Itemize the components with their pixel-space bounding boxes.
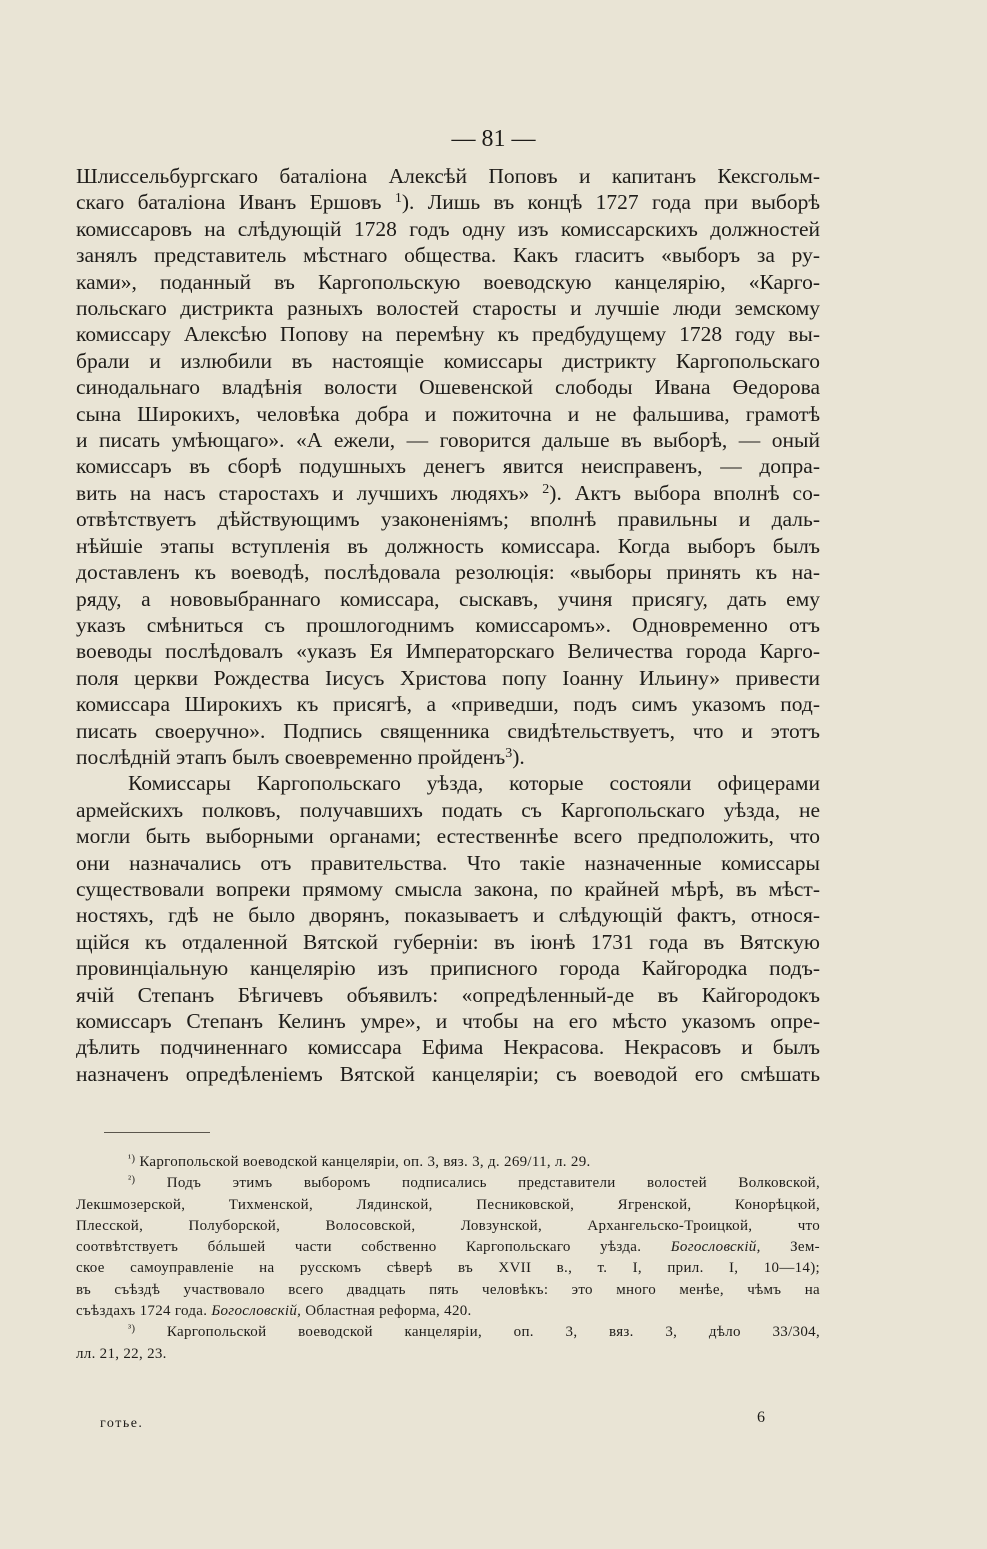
footnote-mark: ¹) <box>128 1153 136 1165</box>
text-line: занялъ представитель мѣстнаго общества. Какъ гласитъ «выборъ за ру- <box>76 243 820 268</box>
text-line: отвѣтствуетъ дѣйствующимъ узаконеніямъ; вполнѣ правильны и даль- <box>76 507 820 532</box>
main-text <box>76 163 820 1087</box>
text-line: указъ смѣниться съ прошлогоднимъ комиссаромъ». Одновременно отъ <box>76 612 820 637</box>
text-fragment: ). Лишь въ концѣ 1727 года при выборѣ <box>401 190 821 215</box>
footnote-mark: ³) <box>128 1323 136 1335</box>
footnote-ref: 3 <box>505 745 513 761</box>
text-line: комиссаръ въ сборѣ подушныхъ денегъ явится неисправенъ, — допра- <box>76 454 820 479</box>
text-line: назначенъ опредѣленіемъ Вятской канцеляріи; съ воеводой его смѣшать <box>76 1061 820 1086</box>
footnote-ref: 2 <box>542 481 550 497</box>
text-line: доставленъ къ воеводѣ, послѣдовала резолюція: «выборы принять къ на- <box>76 560 820 585</box>
footnote-text: Каргопольской воеводской канцеляріи, оп. 3, вяз. 3, дѣло 33/304, <box>166 1324 820 1341</box>
text-line: ряду, а нововыбраннаго комиссара, сыскавъ, учиня присягу, дать ему <box>76 586 820 611</box>
footnote-line <box>76 1237 820 1258</box>
footnote-line: Плесской, Полуборской, Волосовской, Ловзунской, Архангельско-Троицкой, что <box>76 1217 820 1234</box>
text-line: синодальнаго владѣнія волости Ошевенской слободы Ивана Өедорова <box>76 375 820 400</box>
text-line: ностяхъ, гдѣ не было дворянъ, показываетъ и слѣдующій фактъ, относя- <box>76 903 820 928</box>
text-line: щійся къ отдаленной Вятской губерніи: въ іюнѣ 1731 года въ Вятскую <box>76 929 820 954</box>
page-number: — 81 — <box>451 126 536 152</box>
text-line: комиссару Алексѣю Попову на перемѣну къ предбудущему 1728 году вы- <box>76 322 820 347</box>
author-name: Богословскій, <box>211 1303 302 1320</box>
text-fragment: скаго баталіона Иванъ Ершовъ <box>76 190 382 215</box>
text-line: нѣйшіе этапы вступленія въ должность комиссара. Когда выборъ былъ <box>76 533 820 558</box>
text-line <box>76 480 820 506</box>
footnote-text: съѣздахъ 1724 года. <box>76 1303 208 1320</box>
text-line <box>76 189 820 215</box>
text-line: комиссаровъ на слѣдующій 1728 годъ одну изъ комиссарскихъ должностей <box>76 216 820 241</box>
text-line: поля церкви Рождества Іисусъ Христова попу Іоанну Ильину» привести <box>76 665 820 690</box>
text-fragment: послѣдній этапъ былъ своевременно пройденъ <box>76 744 506 769</box>
footnote-3 <box>76 1322 820 1343</box>
footnote-line: Лекшмозерской, Тихменской, Лядинской, Песниковской, Ягренской, Конорѣцкой, <box>76 1196 820 1213</box>
text-fragment: ). <box>512 744 525 769</box>
footnotes <box>76 1152 820 1365</box>
text-line: Комиссары Каргопольскаго уѣзда, которые состояли офицерами <box>128 771 820 796</box>
footnote-divider <box>104 1132 210 1133</box>
text-line: армейскихъ полковъ, получавшихъ подать съ Каргопольскаго уѣзда, не <box>76 797 820 822</box>
text-line: сына Широкихъ, человѣка добра и пожиточна и не фальшива, грамотѣ <box>76 401 820 426</box>
text-line: комиссара Широкихъ къ присягѣ, а «приведши, подъ симъ указомъ под- <box>76 692 820 717</box>
text-line: польскаго дистрикта разныхъ волостей старосты и лучшіе люди земскому <box>76 296 820 321</box>
text-line <box>76 744 820 770</box>
footnote-line: въ съѣздѣ участвовало всего двадцать пять человѣкъ: это много менѣе, чѣмъ на <box>76 1281 820 1298</box>
text-line: провинціальную канцелярію изъ приписного города Кайгородка подъ- <box>76 956 820 981</box>
footnote-1 <box>76 1152 820 1173</box>
footnote-text: Зем- <box>790 1239 820 1256</box>
text-line: и писать умѣющаго». «А ежели, — говорится дальше въ выборѣ, — оный <box>76 428 820 453</box>
footnote-line: ское самоуправленіе на русскомъ сѣверѣ въ XVII в., т. I, прил. I, 10—14); <box>76 1260 820 1277</box>
footnote-text: Подъ этимъ выборомъ подписались представители волостей Волковской, <box>166 1175 820 1192</box>
footnote-text: соотвѣтствуетъ бóльшей части собственно Каргопольскаго уѣзда. <box>76 1239 642 1256</box>
footnote-line <box>76 1301 820 1322</box>
text-fragment: ). Актъ выбора вполнѣ со- <box>549 480 821 505</box>
sheet-number: 6 <box>757 1409 765 1426</box>
text-line: воеводы послѣдовалъ «указъ Ея Императорскаго Величества города Карго- <box>76 639 820 664</box>
text-line: существовали вопреки прямому смысла закона, по крайней мѣрѣ, въ мѣст- <box>76 876 820 901</box>
text-line: Шлиссельбургскаго баталіона Алексѣй Поповъ и капитанъ Кексгольм- <box>76 164 820 188</box>
footnote-ref: 1 <box>394 191 402 207</box>
text-line: ками», поданный въ Каргопольскую воеводскую канцелярію, «Карго- <box>76 269 820 294</box>
text-fragment: вить на насъ старостахъ и лучшихъ людяхъ» <box>76 480 530 505</box>
text-line: дѣлить подчиненнаго комиссара Ефима Некрасова. Некрасовъ и былъ <box>76 1035 820 1060</box>
text-line: они назначались отъ правительства. Что такіе назначенные комиссары <box>76 850 820 875</box>
text-line: брали и излюбили въ настоящіе комиссары дистрикту Каргопольскаго <box>76 348 820 373</box>
text-line: комиссаръ Степанъ Келинъ умре», и чтобы на его мѣсто указомъ опре- <box>76 1009 820 1033</box>
footnote-2 <box>76 1173 820 1194</box>
text-line: могли быть выборными органами; естественнѣе всего предположить, что <box>76 824 820 849</box>
signature-mark: готье. <box>100 1416 144 1431</box>
footnote-text: Каргопольской воеводской канцеляріи, оп. 3, вяз. 3, д. 269/11, л. 29. <box>139 1154 591 1170</box>
text-line: ячій Степанъ Бѣгичевъ объявилъ: «опредѣленный-де въ Кайгородокъ <box>76 982 820 1007</box>
footnote-text: Областная реформа, 420. <box>305 1303 472 1320</box>
author-name: Богословскій, <box>670 1239 761 1256</box>
text-line: писать своеручно». Подпись священника свидѣтельствуетъ, что и этотъ <box>76 718 820 743</box>
footnote-line: лл. 21, 22, 23. <box>76 1345 167 1362</box>
footnote-mark: ²) <box>128 1174 136 1186</box>
